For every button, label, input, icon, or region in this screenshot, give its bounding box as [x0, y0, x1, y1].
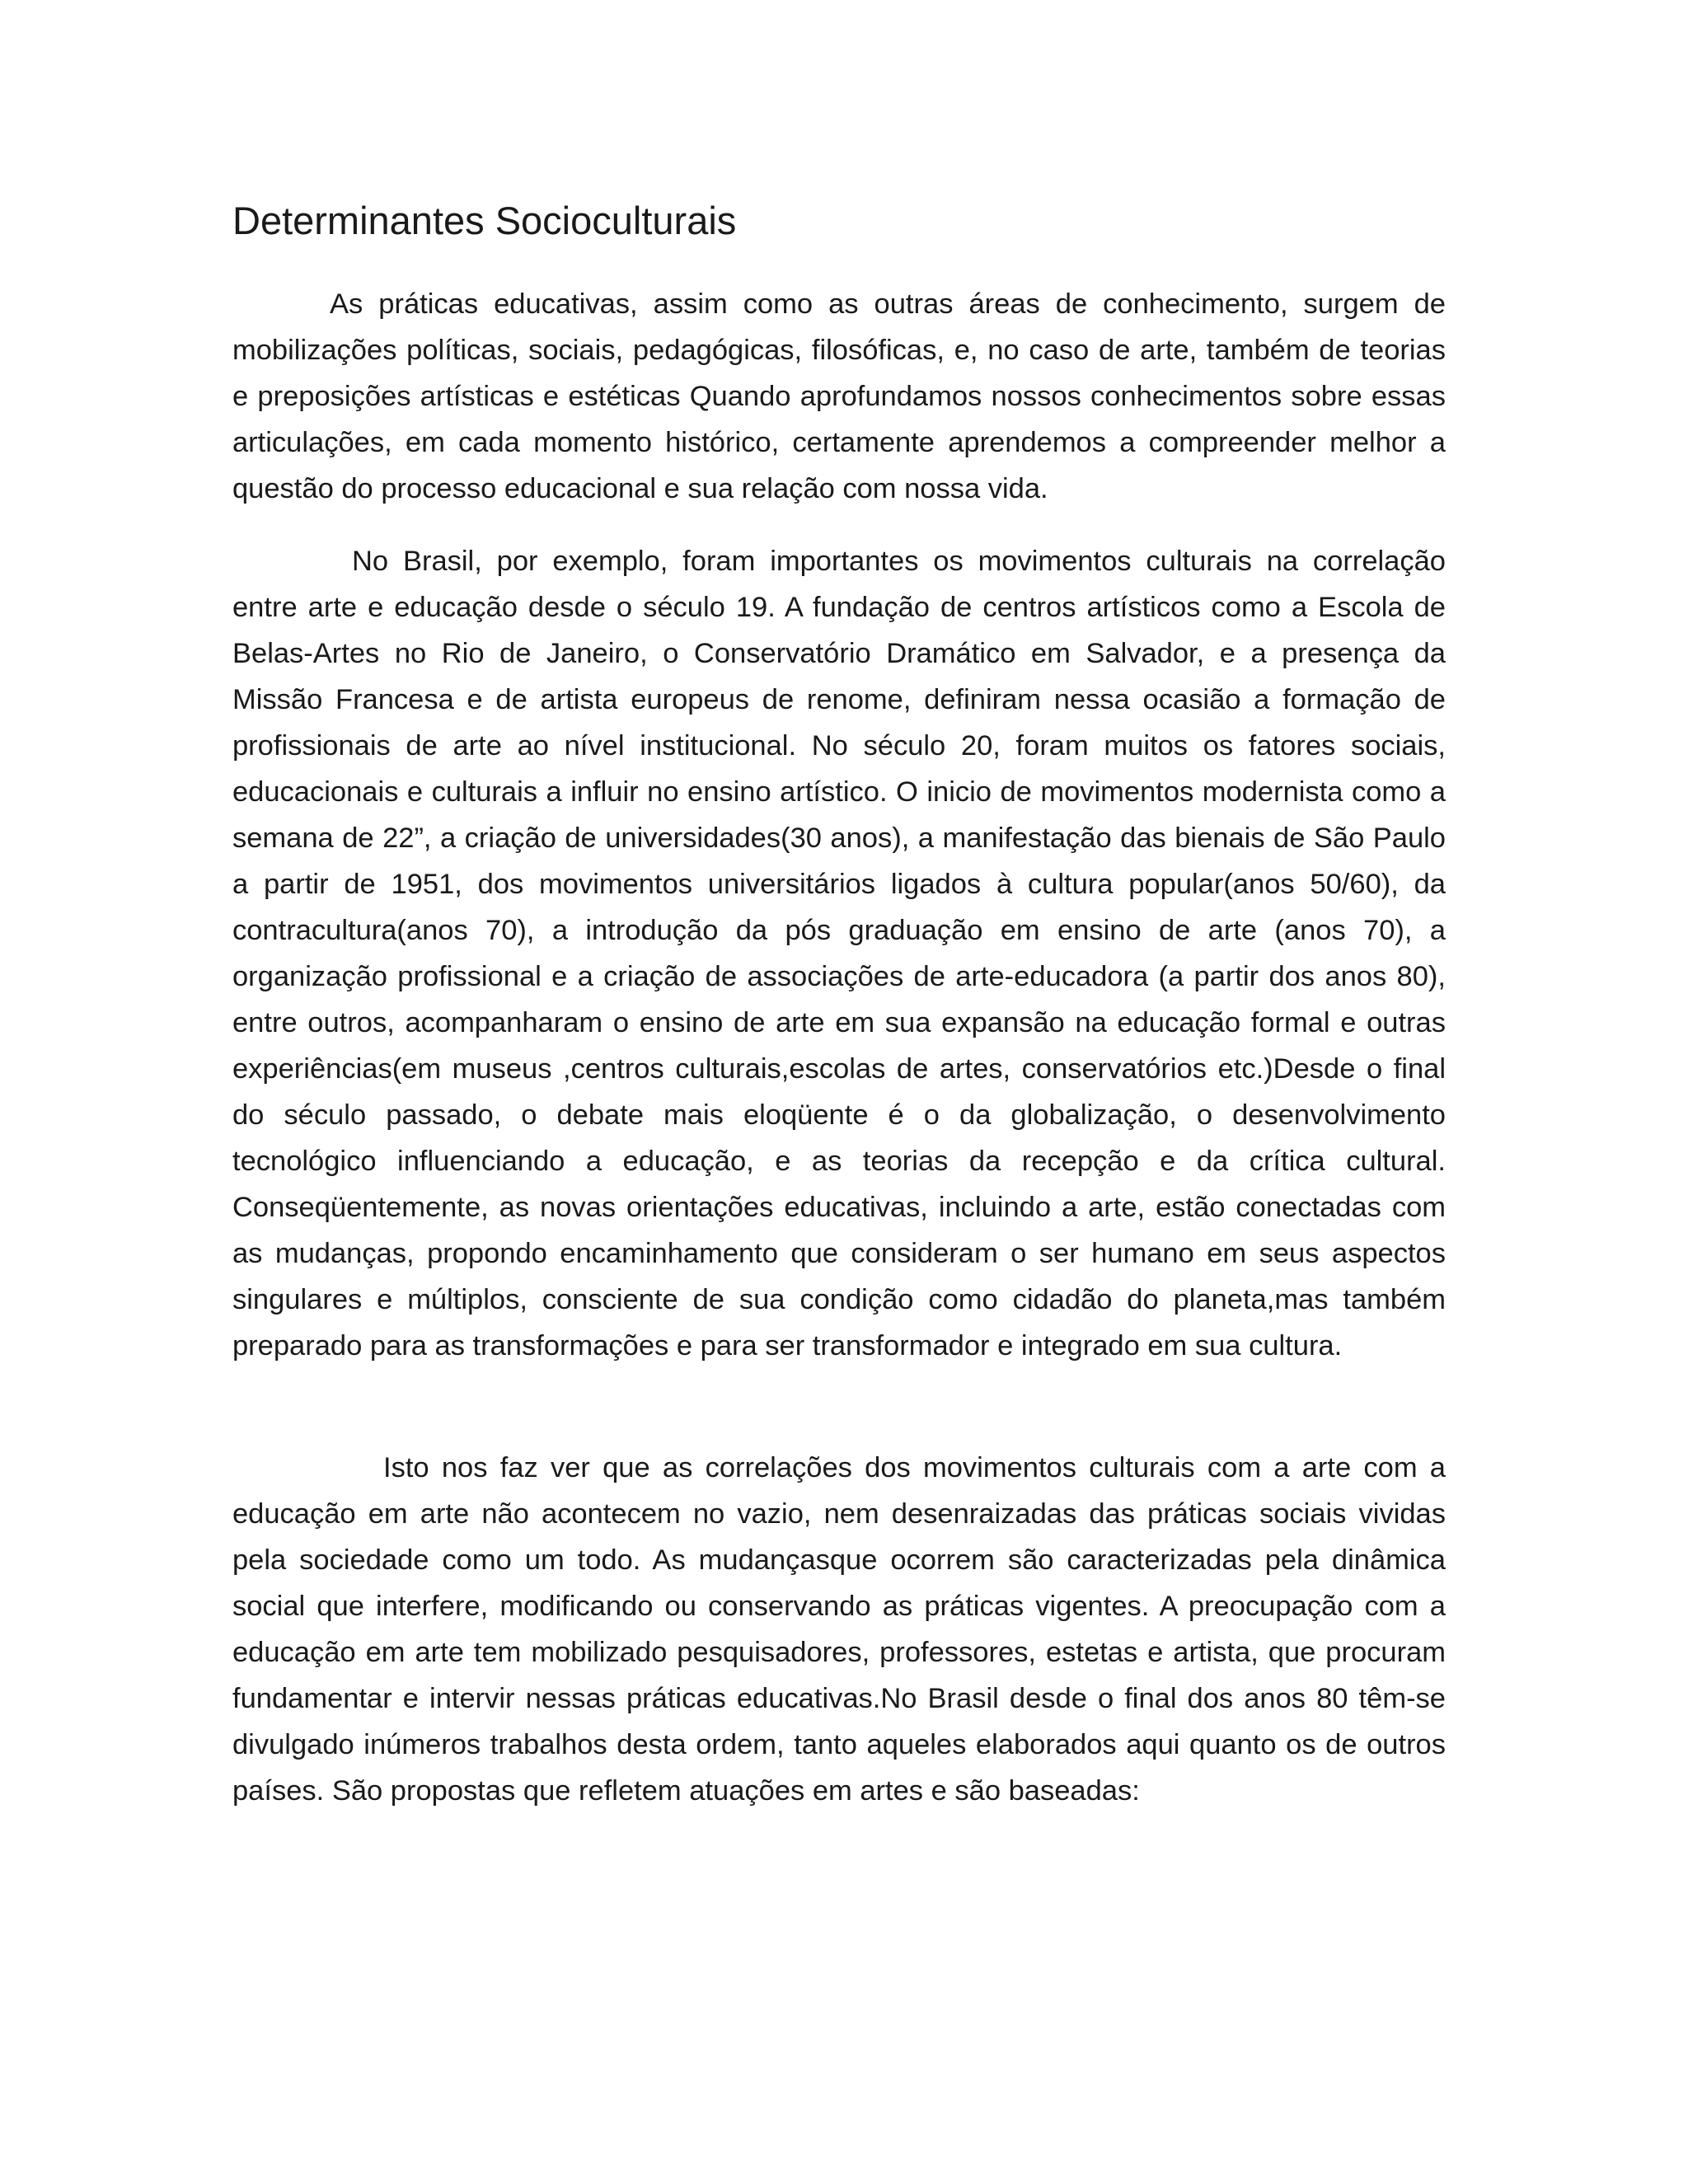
paragraph-3: Isto nos faz ver que as correlações dos movimentos culturais com a arte com a educação em arte não acontecem no vazio, nem desenraizadas das práticas sociais vividas pela sociedade como um todo. As mudançasque ocorrem são caracterizadas pela dinâmica social que interfere, modificando ou conservando as práticas vigentes. A preocupação com a educação em arte tem mobilizado pesquisadores, professores, estetas e artista, que procuram fundamentar e intervir nessas práticas educativas.No Brasil desde o final dos anos 80 têm-se divulgado inúmeros trabalhos desta ordem, tanto aqueles elaborados aqui quanto os de outros países. São propostas que refletem atuações em artes e são baseadas: — [232, 1452, 1446, 1807]
paragraph-1: As práticas educativas, assim como as outras áreas de conhecimento, surgem de mobilizações políticas, sociais, pedagógicas, filosóficas, e, no caso de arte, também de teorias e preposições artísticas e estéticas Quando aprofundamos nossos conhecimentos sobre essas articulações, em cada momento histórico, certamente aprendemos a compreender melhor a questão do processo educacional e sua relação com nossa vida. — [232, 288, 1446, 504]
paragraph-2: No Brasil, por exemplo, foram importantes os movimentos culturais na correlação entre arte e educação desde o século 19. A fundação de centros artísticos como a Escola de Belas-Artes no Rio de Janeiro, o Conservatório Dramático em Salvador, e a presença da Missão Francesa e de artista europeus de renome, definiram nessa ocasião a formação de profissionais de arte ao nível institucional. No século 20, foram muitos os fatores sociais, educacionais e culturais a influir no ensino artístico. O inicio de movimentos modernista como a semana de 22”, a criação de universidades(30 anos), a manifestação das bienais de São Paulo a partir de 1951, dos movimentos universitários ligados à cultura popular(anos 50/60), da contracultura(anos 70), a introdução da pós graduação em ensino de arte (anos 70), a organização profissional e a criação de associações de arte-educadora (a partir dos anos 80), entre outros, acompanharam o ensino de arte em sua expansão na educação formal e outras experiências(em museus ,centros culturais,escolas de artes, conservatórios etc.)Desde o final do século passado, o debate mais eloqüente é o da globalização, o desenvolvimento tecnológico influenciando a educação, e as teorias da recepção e da crítica cultural. Conseqüentemente, as novas orientações educativas, incluindo a arte, estão conectadas com as mudanças, propondo encaminhamento que consideram o ser humano em seus aspectos singulares e múltiplos, consciente de sua condição como cidadão do planeta,mas também preparado para as transformações e para ser transformador e integrado em sua cultura. — [232, 546, 1446, 1361]
document-title: Determinantes Socioculturais — [232, 199, 737, 242]
